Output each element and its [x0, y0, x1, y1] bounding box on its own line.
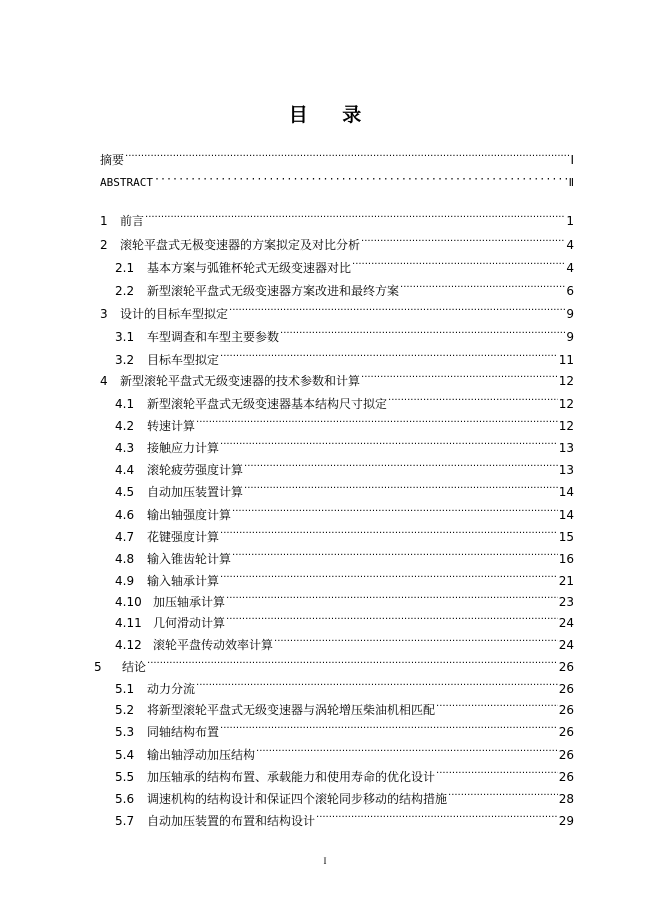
- toc-entry-label: 输入锥齿轮计算: [147, 552, 232, 566]
- toc-entry-label: 花键强度计算: [147, 530, 220, 544]
- toc-leader-dots: [436, 699, 558, 715]
- toc-entry-page: 1: [566, 214, 574, 228]
- toc-entry[interactable]: [100, 175, 574, 191]
- toc-entry-page: 29: [558, 814, 574, 828]
- toc-leader-dots: [220, 721, 558, 737]
- toc-entry-page: 23: [558, 595, 574, 609]
- toc-entry-number: 1: [100, 214, 108, 228]
- toc-entry-page: 26: [558, 725, 574, 739]
- toc-entry-label: 加压轴承计算: [153, 595, 226, 609]
- toc-entry-number: 4.11: [115, 616, 142, 630]
- toc-leader-dots: [196, 415, 558, 431]
- toc-entry-label: 基本方案与弧锥杯轮式无级变速器对比: [147, 261, 352, 275]
- toc-entry[interactable]: [100, 152, 574, 168]
- toc-entry[interactable]: [115, 747, 574, 763]
- toc-entry-label: 新型滚轮平盘式无级变速器方案改进和最终方案: [147, 284, 400, 298]
- toc-leader-dots: [232, 504, 558, 520]
- toc-entry-page: Ⅱ: [568, 176, 574, 189]
- toc-entry[interactable]: [115, 329, 574, 345]
- toc-leader-dots: [280, 326, 565, 342]
- toc-leader-dots: [125, 149, 569, 165]
- toc-entry-page: 15: [558, 530, 574, 544]
- toc-entry[interactable]: [100, 213, 574, 229]
- toc-entry-label: 设计的目标车型拟定: [120, 307, 229, 321]
- toc-entry[interactable]: [115, 260, 574, 276]
- toc-leader-dots: [226, 591, 558, 607]
- toc-leader-dots: [361, 370, 558, 386]
- toc-entry-page: Ⅰ: [570, 153, 574, 167]
- toc-entry-page: 24: [558, 616, 574, 630]
- toc-entry-number: 5.4: [115, 748, 135, 762]
- toc-leader-dots: [436, 766, 558, 782]
- toc-entry-label: 输出轴浮动加压结构: [147, 748, 256, 762]
- toc-leader-dots: [244, 481, 558, 497]
- toc-entry-label: 几何滑动计算: [153, 616, 226, 630]
- toc-leader-dots: [232, 548, 558, 564]
- toc-entry-page: 24: [558, 638, 574, 652]
- toc-entry-page: 21: [558, 574, 574, 588]
- toc-entry-label: 自动加压装置计算: [147, 485, 244, 499]
- toc-entry-label: 将新型滚轮平盘式无级变速器与涡轮增压柴油机相匹配: [147, 703, 436, 717]
- toc-entry[interactable]: [115, 594, 574, 610]
- toc-leader-dots: [448, 788, 558, 804]
- toc-entry[interactable]: [115, 418, 574, 434]
- toc-entry-page: 9: [566, 307, 574, 321]
- toc-entry[interactable]: [115, 769, 574, 785]
- toc-entry-label: 接触应力计算: [147, 441, 220, 455]
- toc-entry-page: 14: [558, 485, 574, 499]
- toc-entry[interactable]: [115, 396, 574, 412]
- toc-entry-number: 2: [100, 238, 108, 252]
- toc-leader-dots: [220, 526, 558, 542]
- toc-entry-page: 13: [558, 463, 574, 477]
- toc-entry-number: 4.12: [115, 638, 142, 652]
- toc-entry-number: 5.1: [115, 682, 135, 696]
- toc-leader-dots: [400, 280, 565, 296]
- toc-entry-number: 4.8: [115, 552, 135, 566]
- toc-entry[interactable]: [115, 352, 574, 368]
- toc-leader-dots: [154, 172, 568, 188]
- toc-entry-number: 5.6: [115, 792, 135, 806]
- toc-leader-dots: [244, 459, 558, 475]
- toc-entry-label: 输出轴强度计算: [147, 508, 232, 522]
- toc-entry-label: 车型调查和车型主要参数: [147, 330, 280, 344]
- toc-leader-dots: [220, 349, 558, 365]
- toc-entry-label: ABSTRACT: [100, 176, 153, 189]
- toc-entry-page: 12: [558, 397, 574, 411]
- toc-entry[interactable]: [115, 724, 574, 740]
- toc-entry-label: 滚轮疲劳强度计算: [147, 463, 244, 477]
- toc-entry-number: 3.1: [115, 330, 135, 344]
- toc-entry-number: 4.6: [115, 508, 135, 522]
- toc-entry-page: 6: [566, 284, 574, 298]
- toc-entry-number: 4.1: [115, 397, 135, 411]
- toc-entry-number: 3.2: [115, 353, 135, 367]
- toc-entry-number: 3: [100, 307, 108, 321]
- toc-entry-label: 新型滚轮平盘式无级变速器的技术参数和计算: [120, 374, 361, 388]
- toc-entry-number: 5: [94, 660, 102, 674]
- toc-entry[interactable]: [115, 615, 574, 631]
- toc-leader-dots: [388, 393, 558, 409]
- toc-entry-number: 4.3: [115, 441, 135, 455]
- toc-leader-dots: [145, 210, 565, 226]
- toc-entry-page: 26: [558, 660, 574, 674]
- toc-entry-label: 动力分流: [147, 682, 196, 696]
- toc-entry-label: 前言: [120, 214, 145, 228]
- toc-entry[interactable]: [115, 529, 574, 545]
- toc-entry[interactable]: [115, 551, 574, 567]
- toc-entry[interactable]: [100, 237, 574, 253]
- toc-entry[interactable]: [115, 573, 574, 589]
- toc-leader-dots: [220, 570, 558, 586]
- toc-entry-page: 4: [566, 261, 574, 275]
- toc-entry-label: 加压轴承的结构布置、承载能力和使用寿命的优化设计: [147, 770, 436, 784]
- toc-entry-label: 调速机构的结构设计和保证四个滚轮同步移动的结构措施: [147, 792, 448, 806]
- toc-leader-dots: [226, 612, 558, 628]
- toc-entry-label: 同轴结构布置: [147, 725, 220, 739]
- toc-entry-page: 26: [558, 748, 574, 762]
- toc-entry-page: 28: [558, 792, 574, 806]
- toc-leader-dots: [229, 303, 565, 319]
- toc-entry-page: 26: [558, 682, 574, 696]
- toc-entry[interactable]: [115, 702, 574, 718]
- toc-entry[interactable]: [115, 637, 574, 653]
- page-title: 目 录: [288, 104, 376, 126]
- toc-entry-label: 输入轴承计算: [147, 574, 220, 588]
- toc-entry-page: 26: [558, 770, 574, 784]
- toc-entry[interactable]: [115, 462, 574, 478]
- toc-entry-number: 4.2: [115, 419, 135, 433]
- toc-entry-number: 4.7: [115, 530, 135, 544]
- toc-entry-page: 14: [558, 508, 574, 522]
- toc-entry-number: 5.7: [115, 814, 135, 828]
- toc-entry-label: 滚轮平盘传动效率计算: [153, 638, 274, 652]
- toc-entry-label: 新型滚轮平盘式无级变速器基本结构尺寸拟定: [147, 397, 388, 411]
- toc-entry-number: 5.5: [115, 770, 135, 784]
- toc-entry-number: 4: [100, 374, 108, 388]
- toc-entry[interactable]: [115, 791, 574, 807]
- page-number-footer: I: [323, 856, 327, 866]
- toc-entry[interactable]: [115, 681, 574, 697]
- toc-entry-page: 12: [558, 374, 574, 388]
- toc-entry-label: 目标车型拟定: [147, 353, 220, 367]
- toc-entry[interactable]: [115, 507, 574, 523]
- toc-entry-number: 4.4: [115, 463, 135, 477]
- toc-leader-dots: [316, 810, 558, 826]
- toc-leader-dots: [361, 234, 565, 250]
- toc-entry-label: 自动加压装置的布置和结构设计: [147, 814, 316, 828]
- toc-leader-dots: [274, 634, 558, 650]
- toc-entry[interactable]: [94, 659, 574, 675]
- toc-entry-label: 结论: [122, 660, 147, 674]
- toc-entry-number: 5.2: [115, 703, 135, 717]
- toc-leader-dots: [352, 257, 565, 273]
- toc-entry[interactable]: [100, 306, 574, 322]
- toc-entry-number: 5.3: [115, 725, 135, 739]
- toc-entry[interactable]: [115, 813, 574, 829]
- toc-leader-dots: [147, 656, 558, 672]
- toc-entry-number: 4.5: [115, 485, 135, 499]
- toc-entry-page: 9: [566, 330, 574, 344]
- toc-entry[interactable]: [115, 283, 574, 299]
- toc-entry[interactable]: [100, 373, 574, 389]
- toc-entry-number: 2.2: [115, 284, 135, 298]
- toc-entry-label: 滚轮平盘式无极变速器的方案拟定及对比分析: [120, 238, 361, 252]
- toc-entry-label: 转速计算: [147, 419, 196, 433]
- toc-entry-page: 16: [558, 552, 574, 566]
- toc-leader-dots: [196, 678, 558, 694]
- toc-leader-dots: [220, 437, 558, 453]
- toc-leader-dots: [256, 744, 558, 760]
- toc-entry-page: 26: [558, 703, 574, 717]
- toc-entry-page: 12: [558, 419, 574, 433]
- toc-entry-number: 2.1: [115, 261, 135, 275]
- toc-entry-page: 4: [566, 238, 574, 252]
- toc-entry-page: 11: [558, 353, 574, 367]
- toc-entry[interactable]: [115, 484, 574, 500]
- toc-entry-number: 4.10: [115, 595, 142, 609]
- toc-entry-label: 摘要: [100, 153, 125, 167]
- toc-entry[interactable]: [115, 440, 574, 456]
- toc-entry-page: 13: [558, 441, 574, 455]
- toc-entry-number: 4.9: [115, 574, 135, 588]
